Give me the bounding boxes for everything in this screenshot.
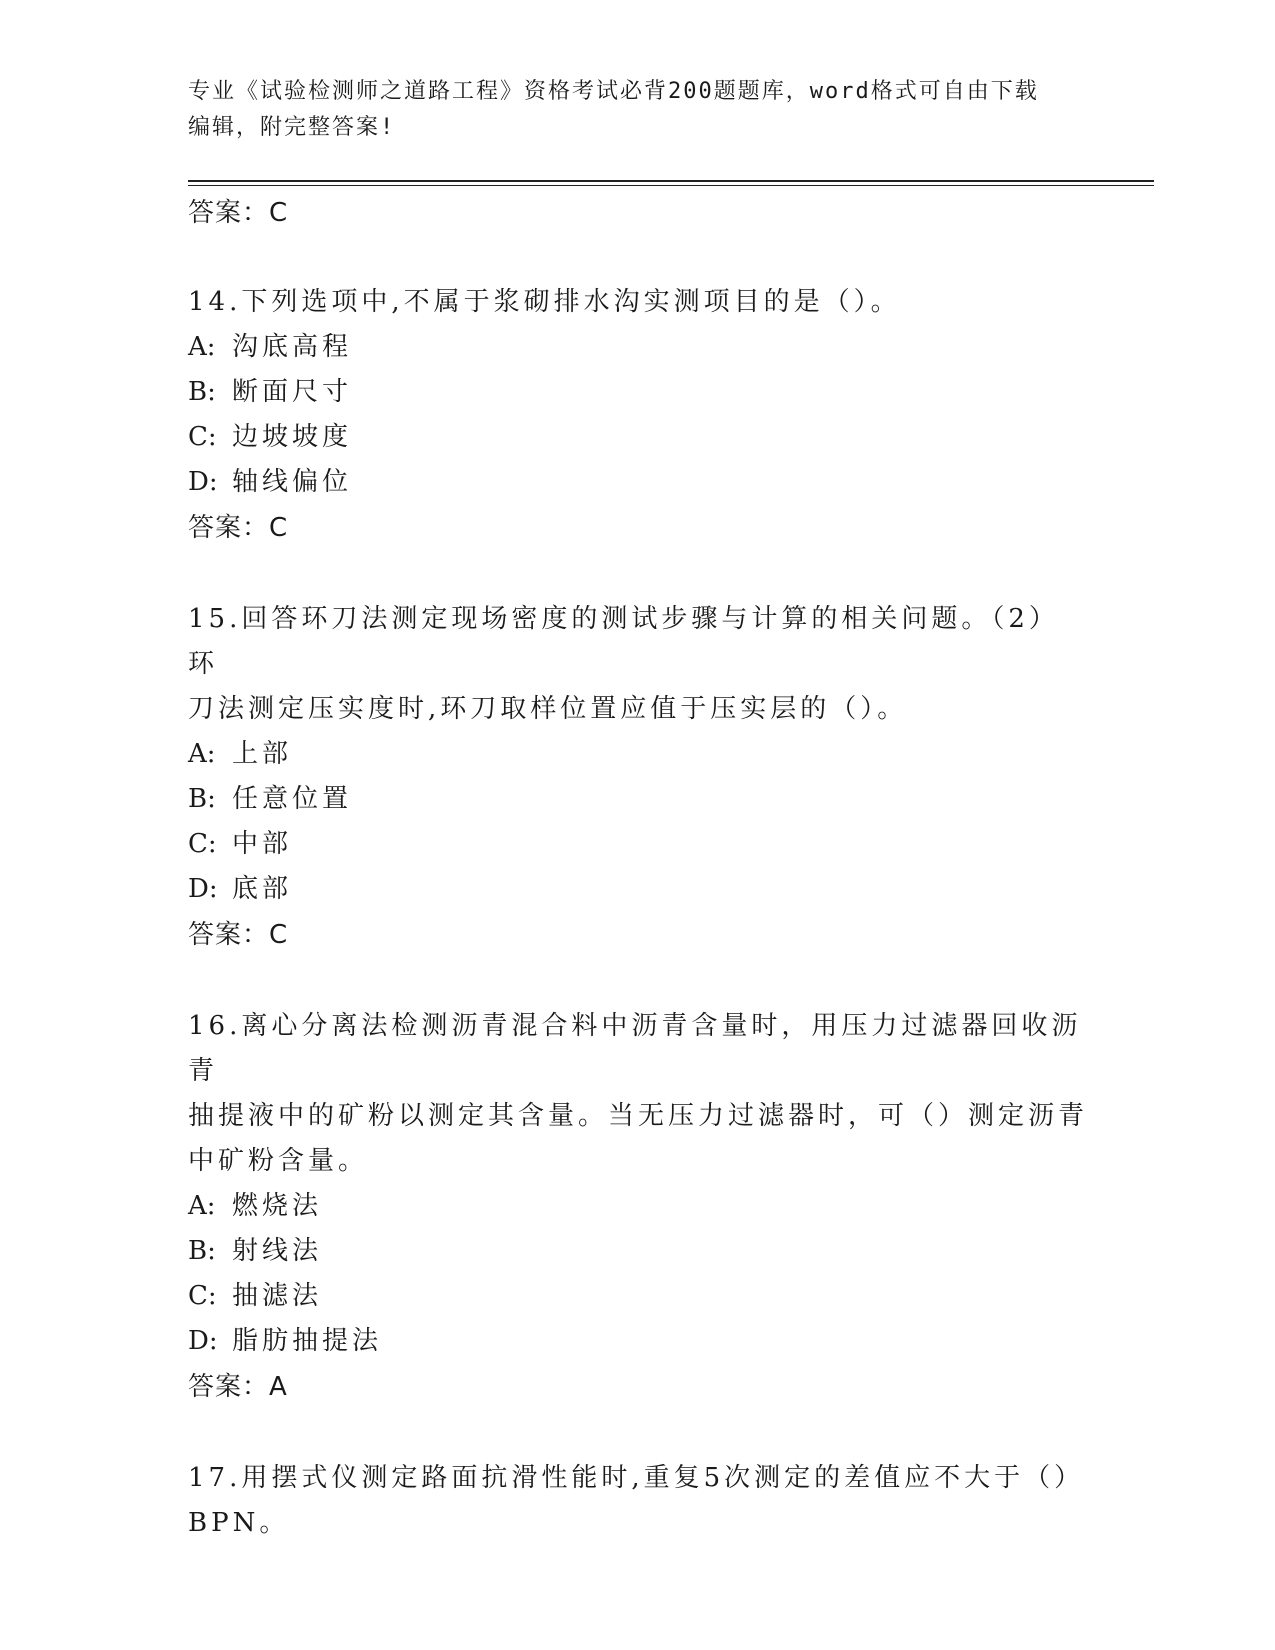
option-letter: B: <box>188 1236 216 1266</box>
question-stem-line-1: 17.用摆式仪测定路面抗滑性能时,重复5次测定的差值应不大于（） <box>188 1463 1085 1493</box>
option-text: 上部 <box>232 739 293 769</box>
option-c <box>188 1274 1088 1319</box>
document-body <box>188 190 1088 1546</box>
question-14 <box>188 280 1088 551</box>
option-a <box>188 732 1088 777</box>
option-letter: D: <box>188 874 218 904</box>
option-d <box>188 460 1088 505</box>
answer-line: 答案：C <box>188 513 289 543</box>
option-text: 底部 <box>232 874 293 904</box>
header-line-1: 专业《试验检测师之道路工程》资格考试必背200题题库，word格式可自由下载 <box>188 79 1039 104</box>
option-text: 断面尺寸 <box>232 377 353 407</box>
option-letter: A: <box>188 739 216 769</box>
option-text: 燃烧法 <box>232 1191 323 1221</box>
question-stem-line-2: BPN。 <box>188 1508 290 1538</box>
header-line-2: 编辑，附完整答案! <box>188 115 396 140</box>
question-stem-line-3: 中矿粉含量。 <box>188 1146 369 1176</box>
option-text: 任意位置 <box>232 784 353 814</box>
option-text: 沟底高程 <box>232 332 353 362</box>
question-15 <box>188 597 1088 958</box>
question-stem: 14.下列选项中,不属于浆砌排水沟实测项目的是（）。 <box>188 287 901 317</box>
question-stem-line-2: 刀法测定压实度时,环刀取样位置应值于压实层的（）。 <box>188 694 908 724</box>
option-letter: C: <box>188 1281 217 1311</box>
option-letter: A: <box>188 332 216 362</box>
option-text: 抽滤法 <box>232 1281 323 1311</box>
question-stem-line-2: 抽提液中的矿粉以测定其含量。当无压力过滤器时，可（）测定沥青 <box>188 1101 1089 1131</box>
option-letter: B: <box>188 377 216 407</box>
option-text: 射线法 <box>232 1236 323 1266</box>
option-text: 边坡坡度 <box>232 422 353 452</box>
question-16 <box>188 1004 1088 1410</box>
option-a <box>188 1184 1088 1229</box>
option-letter: D: <box>188 467 218 497</box>
question-stem-line-1: 16.离心分离法检测沥青混合料中沥青含量时，用压力过滤器回收沥青 <box>188 1011 1082 1086</box>
question-17 <box>188 1456 1088 1546</box>
question-stem-line-1: 15.回答环刀法测定现场密度的测试步骤与计算的相关问题。（2）环 <box>188 604 1059 679</box>
option-letter: C: <box>188 829 217 859</box>
option-c <box>188 415 1088 460</box>
option-c <box>188 822 1088 867</box>
document-header <box>188 74 1068 146</box>
option-text: 轴线偏位 <box>232 467 353 497</box>
answer-previous-question: 答案：C <box>188 198 289 228</box>
option-text: 中部 <box>232 829 293 859</box>
answer-line: 答案：C <box>188 920 289 950</box>
option-letter: B: <box>188 784 216 814</box>
option-b <box>188 370 1088 415</box>
option-d <box>188 867 1088 912</box>
header-divider-thick <box>188 180 1154 182</box>
option-letter: A: <box>188 1191 216 1221</box>
option-text: 脂肪抽提法 <box>232 1326 383 1356</box>
option-letter: C: <box>188 422 217 452</box>
answer-line: 答案：A <box>188 1372 288 1402</box>
option-b <box>188 1229 1088 1274</box>
header-divider-thin <box>188 185 1154 186</box>
option-d <box>188 1319 1088 1364</box>
option-letter: D: <box>188 1326 218 1356</box>
option-b <box>188 777 1088 822</box>
option-a <box>188 325 1088 370</box>
